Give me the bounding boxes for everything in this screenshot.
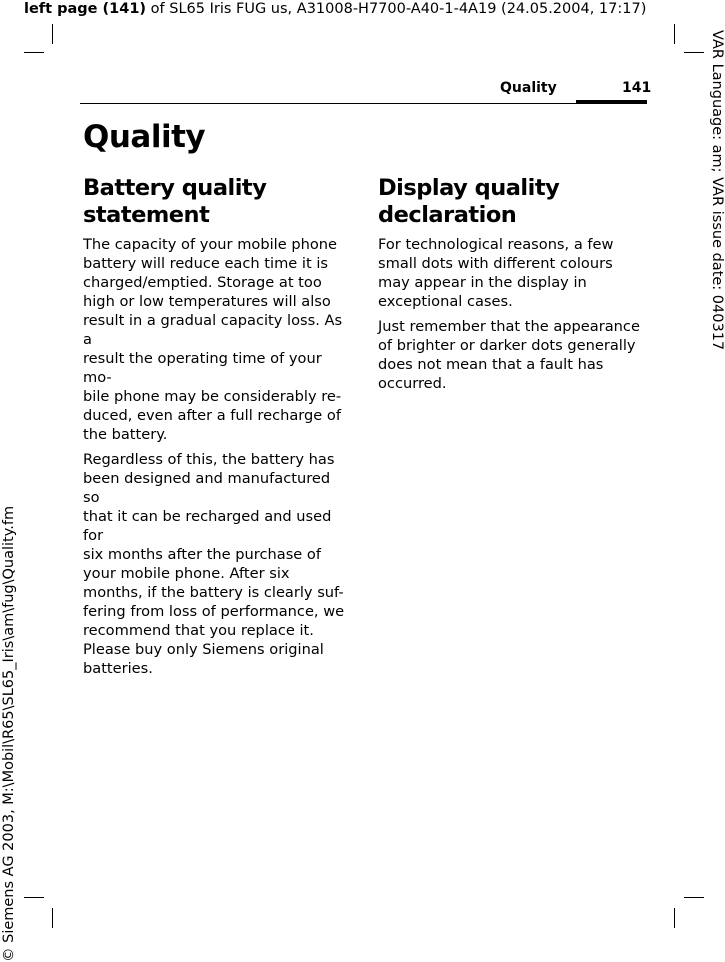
crop-mark — [52, 24, 53, 44]
crop-mark — [24, 52, 44, 53]
crop-mark — [684, 897, 704, 898]
running-head-title: Quality — [500, 80, 557, 96]
section-battery-quality — [83, 175, 351, 684]
crop-mark — [52, 908, 53, 928]
paragraph: Regardless of this, the battery has been designed and manufactured so that it can be recharged and used for six months after the purchase of your mobile phone. After six months, if the battery is clearly suf- fering from loss of performance, we recommend that you replace it. Please buy only Siemens original batteries. — [83, 451, 345, 677]
crop-mark — [24, 897, 44, 898]
print-header-bold: left page (141) — [24, 1, 147, 17]
page-title: Quality — [83, 119, 206, 155]
section-heading: Display quality declaration — [378, 175, 560, 228]
paragraph: The capacity of your mobile phone battery will reduce each time it is charged/emptied. Storage at too high or low temperatures will also result in a gradual capacity loss. As a result the operating time of your mo- bile phone may be considerably re- duced, even after a full recharge of the battery. — [83, 236, 343, 443]
side-variant-info: VAR Language: am; VAR issue date: 040317 — [709, 30, 725, 351]
paragraph: Just remember that the appearance of brighter or darker dots generally does not mean that a fault has occurred. — [378, 318, 640, 392]
crop-mark — [674, 24, 675, 44]
paragraph: For technological reasons, a few small dots with different colours may appear in the display in exceptional cases. — [378, 236, 614, 310]
section-heading: Battery quality statement — [83, 175, 267, 228]
section-display-quality — [378, 175, 646, 399]
crop-mark — [684, 52, 704, 53]
crop-mark — [674, 908, 675, 928]
print-header-rest: of SL65 Iris FUG us, A31008-H7700-A40-1-4A19 (24.05.2004, 17:17) — [146, 1, 647, 17]
side-file-path: © Siemens AG 2003, M:\Mobil\R65\SL65_Iris\am\fug\Quality.fm — [1, 505, 17, 962]
page-number: 141 — [622, 80, 652, 96]
print-header — [24, 0, 646, 18]
header-rule — [80, 103, 647, 104]
